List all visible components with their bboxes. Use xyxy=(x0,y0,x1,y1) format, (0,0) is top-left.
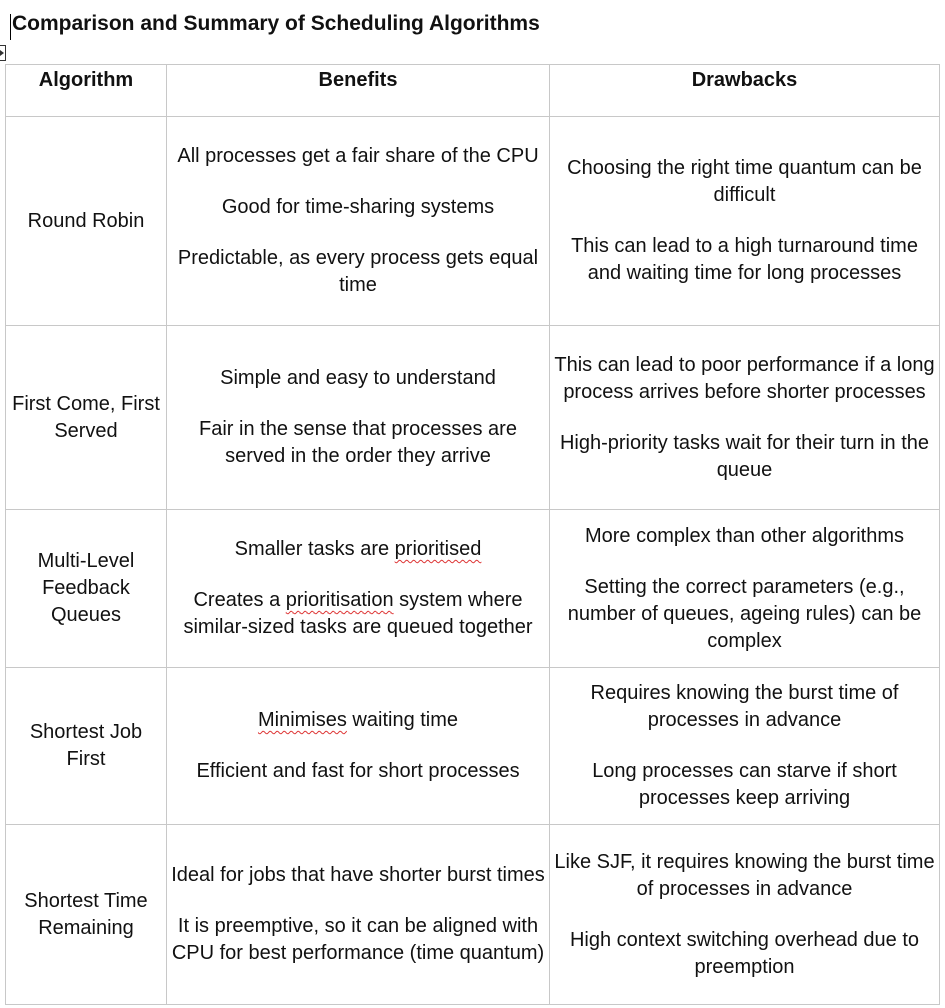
benefit-item: Ideal for jobs that have shorter burst times xyxy=(171,864,545,886)
drawback-item: More complex than other algorithms xyxy=(584,524,905,547)
table-row xyxy=(6,825,940,1005)
benefit-text: Creates a xyxy=(193,589,286,611)
benefits-cell xyxy=(167,326,550,510)
benefit-item: Good for time-sharing systems xyxy=(221,196,495,218)
table-move-handle-icon[interactable] xyxy=(0,45,6,61)
benefit-item: Simple and easy to understand xyxy=(220,367,496,389)
drawback-item: Long processes can starve if short processes keep arriving xyxy=(592,760,897,809)
drawbacks-cell xyxy=(550,668,940,825)
benefits-cell xyxy=(167,117,550,326)
benefit-item xyxy=(169,707,547,734)
header-drawbacks: Drawbacks xyxy=(550,65,940,117)
drawback-item: High context switching overhead due to preemption xyxy=(569,928,920,978)
drawback-item: Like SJF, it requires knowing the burst time of processes in advance xyxy=(554,850,935,900)
benefit-item: Predictable, as every process gets equal time xyxy=(177,247,539,296)
drawbacks-cell xyxy=(550,510,940,668)
table-header-row xyxy=(6,65,940,117)
drawbacks-cell xyxy=(550,326,940,510)
drawback-item: High-priority tasks wait for their turn in the queue xyxy=(559,431,930,481)
table-row xyxy=(6,117,940,326)
document-title: Comparison and Summary of Scheduling Algorithms xyxy=(12,12,540,35)
table-row xyxy=(6,326,940,510)
drawbacks-cell xyxy=(550,825,940,1005)
spellcheck-word[interactable]: prioritised xyxy=(394,538,482,560)
text-cursor xyxy=(10,14,11,40)
table-row xyxy=(6,668,940,825)
algorithm-name: Shortest Job First xyxy=(6,668,167,825)
algorithm-name: Round Robin xyxy=(6,117,167,326)
spellcheck-word[interactable]: Minimises xyxy=(257,709,347,731)
benefit-item: All processes get a fair share of the CPU xyxy=(177,145,539,167)
benefit-text: system where similar-sized tasks are queued together xyxy=(183,589,533,638)
header-algorithm: Algorithm xyxy=(6,65,167,117)
benefit-item: Efficient and fast for short processes xyxy=(196,760,520,782)
drawback-item: Choosing the right time quantum can be difficult xyxy=(567,157,922,206)
algorithm-name: Multi-Level Feedback Queues xyxy=(6,510,167,668)
benefit-item xyxy=(169,536,547,563)
algorithm-name: Shortest Time Remaining xyxy=(6,825,167,1005)
comparison-table xyxy=(5,64,940,1005)
table-row xyxy=(6,510,940,668)
header-benefits: Benefits xyxy=(167,65,550,117)
drawback-item: Requires knowing the burst time of processes in advance xyxy=(590,682,899,731)
benefit-item xyxy=(169,587,547,641)
benefit-item: Fair in the sense that processes are served in the order they arrive xyxy=(199,418,517,467)
drawback-item: This can lead to poor performance if a long process arrives before shorter processes xyxy=(554,353,935,403)
drawbacks-cell xyxy=(550,117,940,326)
drawback-item: This can lead to a high turnaround time and waiting time for long processes xyxy=(571,235,918,284)
benefit-text: waiting time xyxy=(346,709,459,731)
benefit-item: It is preemptive, so it can be aligned with CPU for best performance (time quantum) xyxy=(171,915,545,964)
spellcheck-word[interactable]: prioritisation xyxy=(285,589,394,611)
drawback-item: Setting the correct parameters (e.g., number of queues, ageing rules) can be complex xyxy=(567,575,922,652)
benefits-cell xyxy=(167,825,550,1005)
benefits-cell xyxy=(167,668,550,825)
benefits-cell xyxy=(167,510,550,668)
benefit-text: Smaller tasks are xyxy=(234,538,395,560)
algorithm-name: First Come, First Served xyxy=(6,326,167,510)
